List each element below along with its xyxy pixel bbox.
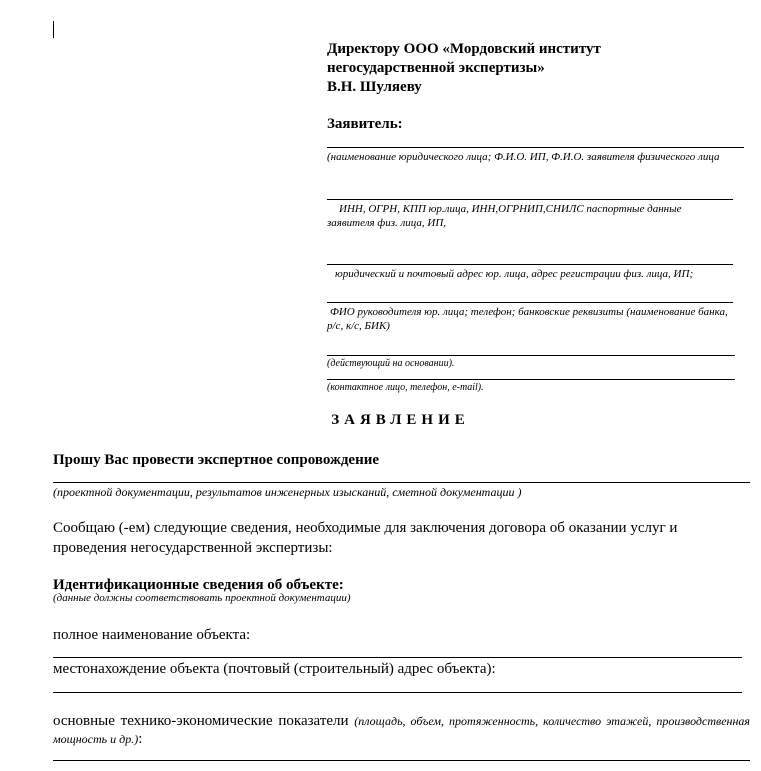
applicant-hint-2: ИНН, ОГРН, КПП юр.лица, ИНН,ОГРНИП,СНИЛС паспортные данные заявителя физ. лица, ИП, — [327, 203, 682, 229]
object-section-note: (данные должны соответствовать проектной документации) — [53, 592, 351, 604]
full-name-field-line[interactable] — [53, 657, 742, 658]
addressee-block — [327, 40, 747, 97]
applicant-hint-4: ФИО руководителя юр. лица; телефон; банковские реквизиты (наименование банка, р/с, к/с, БИК) — [327, 306, 728, 332]
location-label: местонахождение объекта (почтовый (строительный) адрес объекта): — [53, 661, 496, 677]
applicant-hint-1: (наименование юридического лица; Ф.И.О. ИП, Ф.И.О. заявителя физического лица — [327, 151, 720, 163]
document-title: ЗАЯВЛЕНИЕ — [331, 412, 470, 428]
applicant-field-line-1[interactable] — [327, 147, 744, 148]
indicators-hint: (площадь, объем, протяженность, количество этажей, производственная мощность и др.) — [53, 714, 751, 746]
location-field-line[interactable] — [53, 692, 742, 693]
addressee-line-1: Директору ООО «Мордовский институт — [327, 41, 601, 57]
applicant-hint-5: (действующий на основании). — [327, 358, 455, 369]
full-name-label: полное наименование объекта: — [53, 627, 251, 643]
request-field-line[interactable] — [53, 482, 750, 483]
applicant-field-line-4[interactable] — [327, 302, 733, 303]
object-section-heading: Идентификационные сведения об объекте: — [53, 577, 344, 593]
applicant-label: Заявитель: — [327, 116, 403, 132]
addressee-line-2: негосударственной экспертизы» — [327, 60, 545, 76]
applicant-field-line-6[interactable] — [327, 379, 735, 380]
applicant-field-line-2[interactable] — [327, 199, 733, 200]
applicant-hint-3: юридический и почтовый адрес юр. лица, адрес регистрации физ. лица, ИП; — [335, 268, 694, 280]
applicant-field-line-5[interactable] — [327, 355, 735, 356]
request-text: Прошу Вас провести экспертное сопровождение — [53, 452, 380, 468]
applicant-field-line-3[interactable] — [327, 264, 733, 265]
indicators-field-line[interactable] — [53, 760, 750, 761]
info-paragraph: Сообщаю (-ем) следующие сведения, необходимые для заключения договора об оказании услуг и проведения негосударственной экспертизы: — [53, 520, 678, 556]
indicators-tail: : — [138, 731, 143, 747]
applicant-hint-6: (контактное лицо, телефон, e-mail). — [327, 382, 484, 393]
addressee-name: В.Н. Шуляеву — [327, 79, 422, 95]
request-hint: (проектной документации, результатов инженерных изысканий, сметной документации ) — [53, 485, 522, 499]
indicators-paragraph — [53, 712, 750, 748]
text-cursor — [53, 21, 54, 38]
indicators-label: основные технико-экономические показатели — [53, 713, 349, 729]
